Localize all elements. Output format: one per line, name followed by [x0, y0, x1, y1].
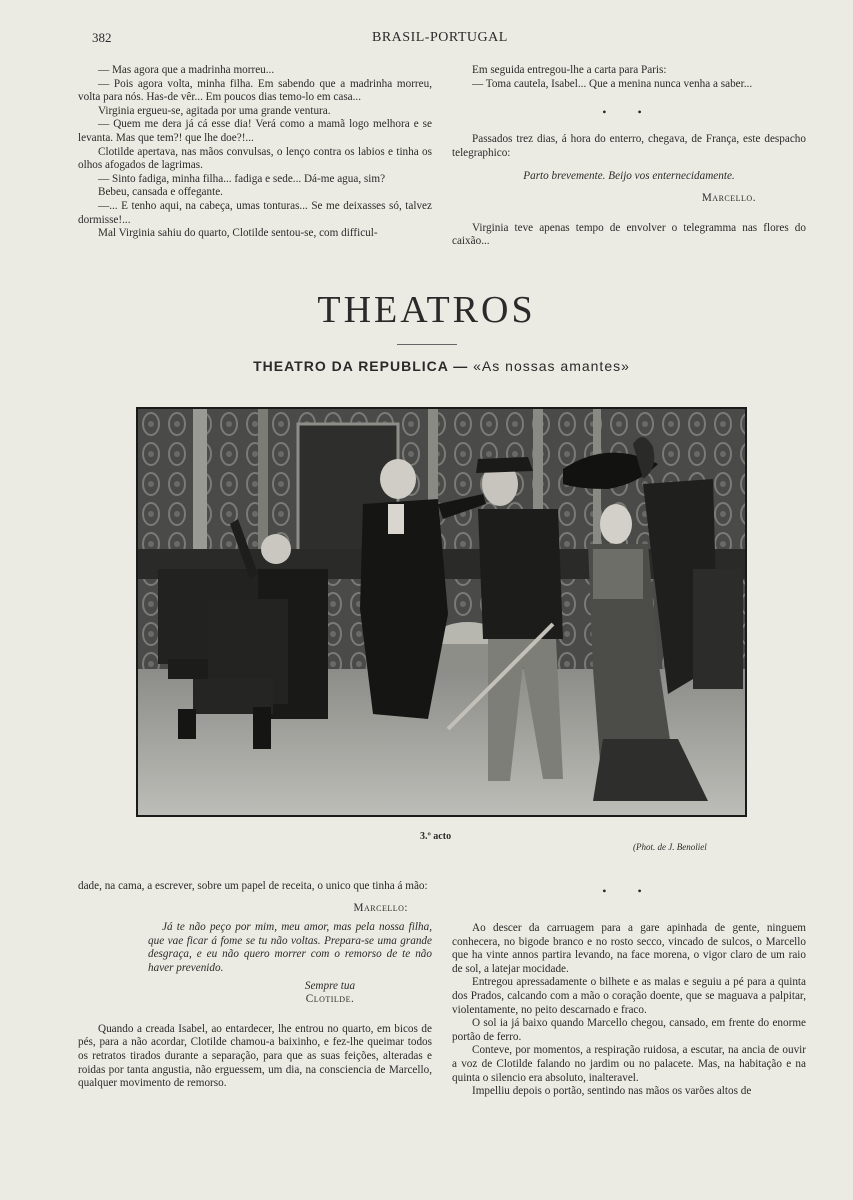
section-break-dots: • • — [602, 884, 656, 898]
paragraph: —... E tenho aqui, na cabeça, umas tonturas... Se me deixasses só, talvez dormisse!... — [78, 199, 432, 226]
top-left-column — [78, 64, 432, 241]
paragraph: Clotilde apertava, nas mãos convulsas, o lenço contra os labios e tinha os olhos afogados de lagrimas. — [78, 145, 432, 172]
section-title: THEATROS — [317, 289, 536, 331]
running-head: BRASIL-PORTUGAL — [372, 30, 508, 45]
theatre-name: THEATRO DA REPUBLICA — — [253, 358, 469, 374]
paragraph: Quando a creada Isabel, ao entardecer, lhe entrou no quarto, em bicos de pés, para a não acordar, Clotilde chamou-a baixinho, e fez-lhe queimar todos os retratos tirados durante a separação, para que as suas feições, alteradas e roidas por tanta angustia, não erguessem, um dia, na consciencia de Marcello, qualquer movimento de remorso. — [78, 1022, 432, 1090]
paragraph: — Quem me dera já cá esse dia! Verá como a mamã logo melhora e se levanta. Mas que tem?! que lhe doe?!... — [78, 118, 432, 144]
paragraph: Conteve, por momentos, a respiração ruidosa, a escutar, na ancia de ouvir a voz de Clotilde falando no jardim ou no palacete. Mas, na habitação e na quinta o silencio era absoluto, inalteravel. — [452, 1044, 806, 1084]
paragraph: Virginia ergueu-se, agitada por uma grande ventura. — [98, 104, 331, 117]
bottom-right-column — [452, 922, 806, 1099]
section-break-dots: • • — [602, 105, 656, 120]
paragraph: Entregou apressadamente o bilhete e as malas e seguiu a pé para a quinta dos Prados, calcando com a mão o coração doente, que se maguava a palpitar, violentamente, no peito descarnado e fraco. — [452, 976, 806, 1016]
photo-credit: (Phot. de J. Benoliel — [633, 842, 707, 852]
paragraph: — Mas agora que a madrinha morreu... — [98, 64, 275, 76]
top-right-column — [452, 64, 806, 249]
paragraph: Virginia teve apenas tempo de envolver o telegramma nas flores do caixão... — [452, 221, 806, 248]
telegram-signature: Marcello. — [701, 191, 756, 204]
paragraph: Passados trez dias, á hora do enterro, chegava, de França, este despacho telegraphico: — [452, 133, 806, 159]
paragraph: Bebeu, cansada e offegante. — [98, 186, 223, 199]
photo-caption: 3.º acto — [420, 831, 452, 842]
paragraph: O sol ia já baixo quando Marcello chegou, cansado, em frente do enorme portão de ferro. — [452, 1017, 806, 1043]
article-subtitle — [0, 358, 853, 374]
paragraph: Impelliu depois o portão, sentindo nas mãos os varões altos de — [472, 1085, 752, 1098]
paragraph: — Toma cautela, Isabel... Que a menina nunca venha a saber... — [472, 77, 753, 90]
letter-body: Já te não peço por mim, meu amor, mas pela nossa filha, que vae ficar á fome se tu não voltas. Prepara-se uma grande desgraça, e eu não quero morrer com o remorso de te não haver prevenido. — [148, 921, 432, 974]
paragraph: — Pois agora volta, minha filha. Em sabendo que a madrinha morreu, volta para nós. Has-de vêr... Em poucos dias temo-lo em casa... — [78, 77, 432, 104]
stage-photograph — [136, 407, 747, 817]
paragraph: Em seguida entregou-lhe a carta para Paris: — [472, 64, 667, 76]
paragraph: dade, na cama, a escrever, sobre um papel de receita, o unico que tinha á mão: — [78, 880, 428, 892]
play-title: «As nossas amantes» — [473, 358, 630, 374]
letter-closing: Sempre tua — [304, 979, 356, 992]
page-number: 382 — [92, 30, 112, 45]
telegram-text: Parto brevemente. Beijo vos enternecidamente. — [523, 170, 735, 183]
bottom-left-column — [78, 880, 432, 1091]
letter-addressee: Marcello: — [353, 901, 408, 914]
title-divider — [397, 344, 457, 345]
letter-signature: Clotilde. — [305, 993, 355, 1006]
paragraph: — Sinto fadiga, minha filha... fadiga e sede... Dá-me agua, sim? — [98, 172, 386, 185]
paragraph: Mal Virginia sahiu do quarto, Clotilde sentou-se, com difficul- — [98, 227, 378, 240]
paragraph: Ao descer da carruagem para a gare apinhada de gente, ninguem conhecera, no bigode branco e no rosto secco, vincado de sulcos, o Marcello que ha vinte annos partira levando, na face morena, o vigor claro de um raio de sol, a latejar mocidade. — [452, 922, 806, 975]
